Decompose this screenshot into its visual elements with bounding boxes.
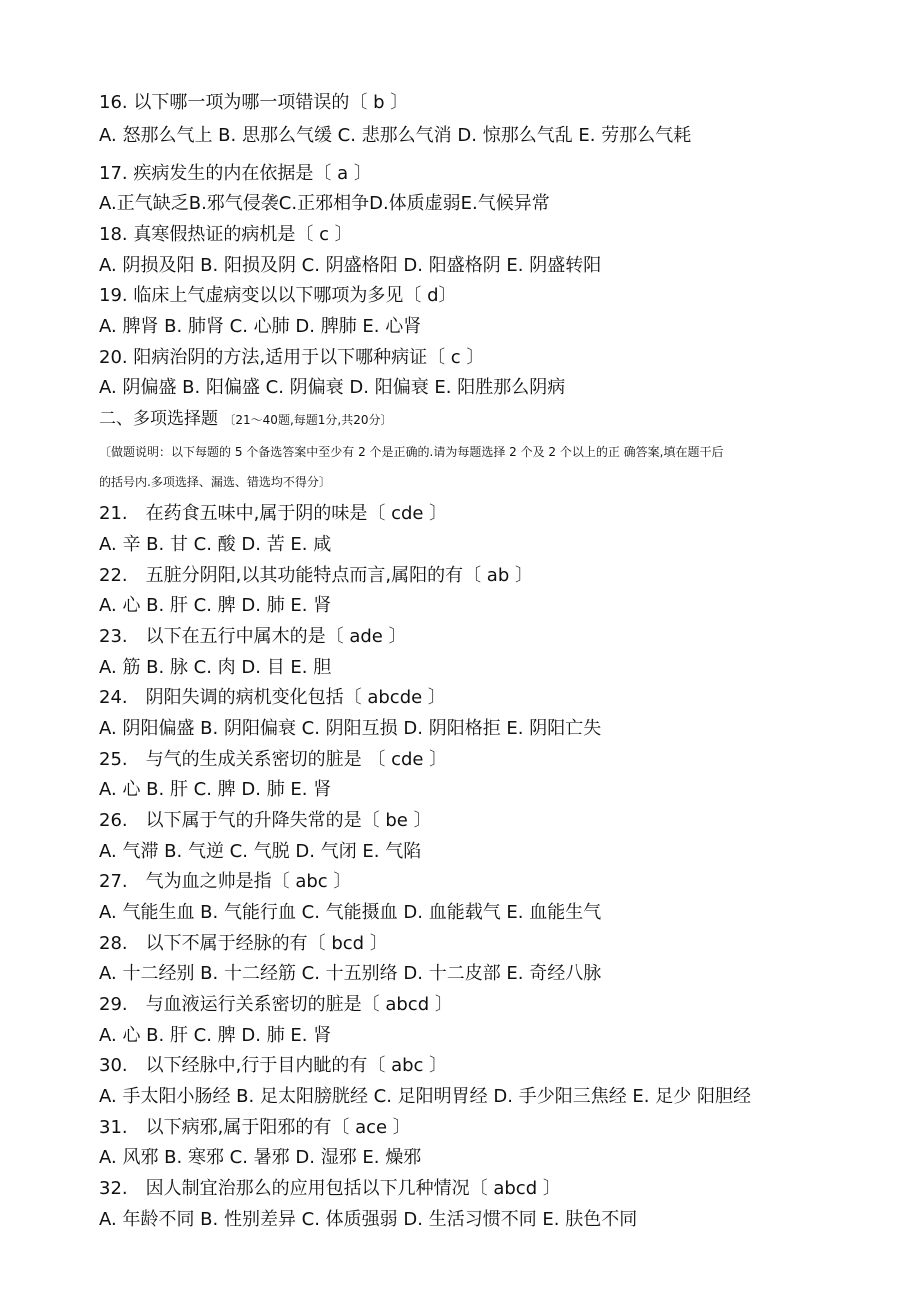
options-16: A. 怒那么气上 B. 思那么气缓 C. 悲那么气消 D. 惊那么气乱 E. 劳那么气耗 <box>99 125 692 146</box>
options-31: A. 风邪 B. 寒邪 C. 暑邪 D. 湿邪 E. 燥邪 <box>99 1147 422 1168</box>
section-instruction-2: 的括号内.多项选择、漏选、错选均不得分〕 <box>99 475 331 489</box>
question-16: 16. 以下哪一项为哪一项错误的〔 b 〕 <box>99 92 409 113</box>
options-22: A. 心 B. 肝 C. 脾 D. 肺 E. 肾 <box>99 595 332 616</box>
options-18: A. 阴损及阳 B. 阳损及阴 C. 阴盛格阳 D. 阳盛格阴 E. 阴盛转阳 <box>99 255 602 276</box>
question-28: 28. 以下不属于经脉的有〔 bcd 〕 <box>99 933 388 954</box>
options-19: A. 脾肾 B. 肺肾 C. 心肺 D. 脾肺 E. 心肾 <box>99 316 422 337</box>
section-note: 〔21〜40题,每题1分,共20分〕 <box>223 413 393 427</box>
question-27: 27. 气为血之帅是指〔 abc 〕 <box>99 871 352 892</box>
question-18: 18. 真寒假热证的病机是〔 c 〕 <box>99 224 353 245</box>
options-23: A. 筋 B. 脉 C. 肉 D. 目 E. 胆 <box>99 657 332 678</box>
question-30: 30. 以下经脉中,行于目内眦的有〔 abc 〕 <box>99 1055 448 1076</box>
question-22: 22. 五脏分阴阳,以其功能特点而言,属阳的有〔 ab 〕 <box>99 565 533 586</box>
question-21: 21. 在药食五味中,属于阴的味是〔 cde 〕 <box>99 503 448 524</box>
question-17: 17. 疾病发生的内在依据是〔 a 〕 <box>99 163 372 184</box>
options-32: A. 年龄不同 B. 性别差异 C. 体质强弱 D. 生活习惯不同 E. 肤色不同 <box>99 1209 638 1230</box>
options-29: A. 心 B. 肝 C. 脾 D. 肺 E. 肾 <box>99 1025 332 1046</box>
question-19: 19. 临床上气虚病变以以下哪项为多见〔 d〕 <box>99 285 457 306</box>
question-25: 25. 与气的生成关系密切的脏是 〔 cde 〕 <box>99 749 448 770</box>
question-23: 23. 以下在五行中属木的是〔 ade 〕 <box>99 626 407 647</box>
question-24: 24. 阴阳失调的病机变化包括〔 abcde 〕 <box>99 687 446 708</box>
question-31: 31. 以下病邪,属于阳邪的有〔 ace 〕 <box>99 1117 411 1138</box>
question-32: 32. 因人制宜治那么的应用包括以下几种情况〔 abcd 〕 <box>99 1178 561 1199</box>
options-17: A.正气缺乏B.邪气侵袭C.正邪相争D.体质虚弱E.气候异常 <box>99 193 550 214</box>
question-26: 26. 以下属于气的升降失常的是〔 be 〕 <box>99 810 432 831</box>
options-24: A. 阴阳偏盛 B. 阴阳偏衰 C. 阴阳互损 D. 阴阳格拒 E. 阴阳亡失 <box>99 718 602 739</box>
section-heading <box>99 407 392 432</box>
section-instruction-1: 〔做题说明：以下每题的 5 个备选答案中至少有 2 个是正确的.请为每题选择 2 个及 2 个以上的正 确答案,填在题干后 <box>99 445 724 459</box>
options-25: A. 心 B. 肝 C. 脾 D. 肺 E. 肾 <box>99 779 332 800</box>
question-20: 20. 阳病治阴的方法,适用于以下哪种病证〔 c 〕 <box>99 347 485 368</box>
options-30: A. 手太阳小肠经 B. 足太阳膀胱经 C. 足阳明胃经 D. 手少阳三焦经 E. 足少 阳胆经 <box>99 1086 751 1107</box>
question-29: 29. 与血液运行关系密切的脏是〔 abcd 〕 <box>99 994 453 1015</box>
options-26: A. 气滞 B. 气逆 C. 气脱 D. 气闭 E. 气陷 <box>99 841 422 862</box>
section-title: 二、多项选择题 <box>99 409 218 429</box>
options-27: A. 气能生血 B. 气能行血 C. 气能摄血 D. 血能载气 E. 血能生气 <box>99 902 602 923</box>
options-20: A. 阴偏盛 B. 阳偏盛 C. 阴偏衰 D. 阳偏衰 E. 阳胜那么阴病 <box>99 377 566 398</box>
options-28: A. 十二经别 B. 十二经筋 C. 十五别络 D. 十二皮部 E. 奇经八脉 <box>99 963 602 984</box>
options-21: A. 辛 B. 甘 C. 酸 D. 苦 E. 咸 <box>99 534 332 555</box>
